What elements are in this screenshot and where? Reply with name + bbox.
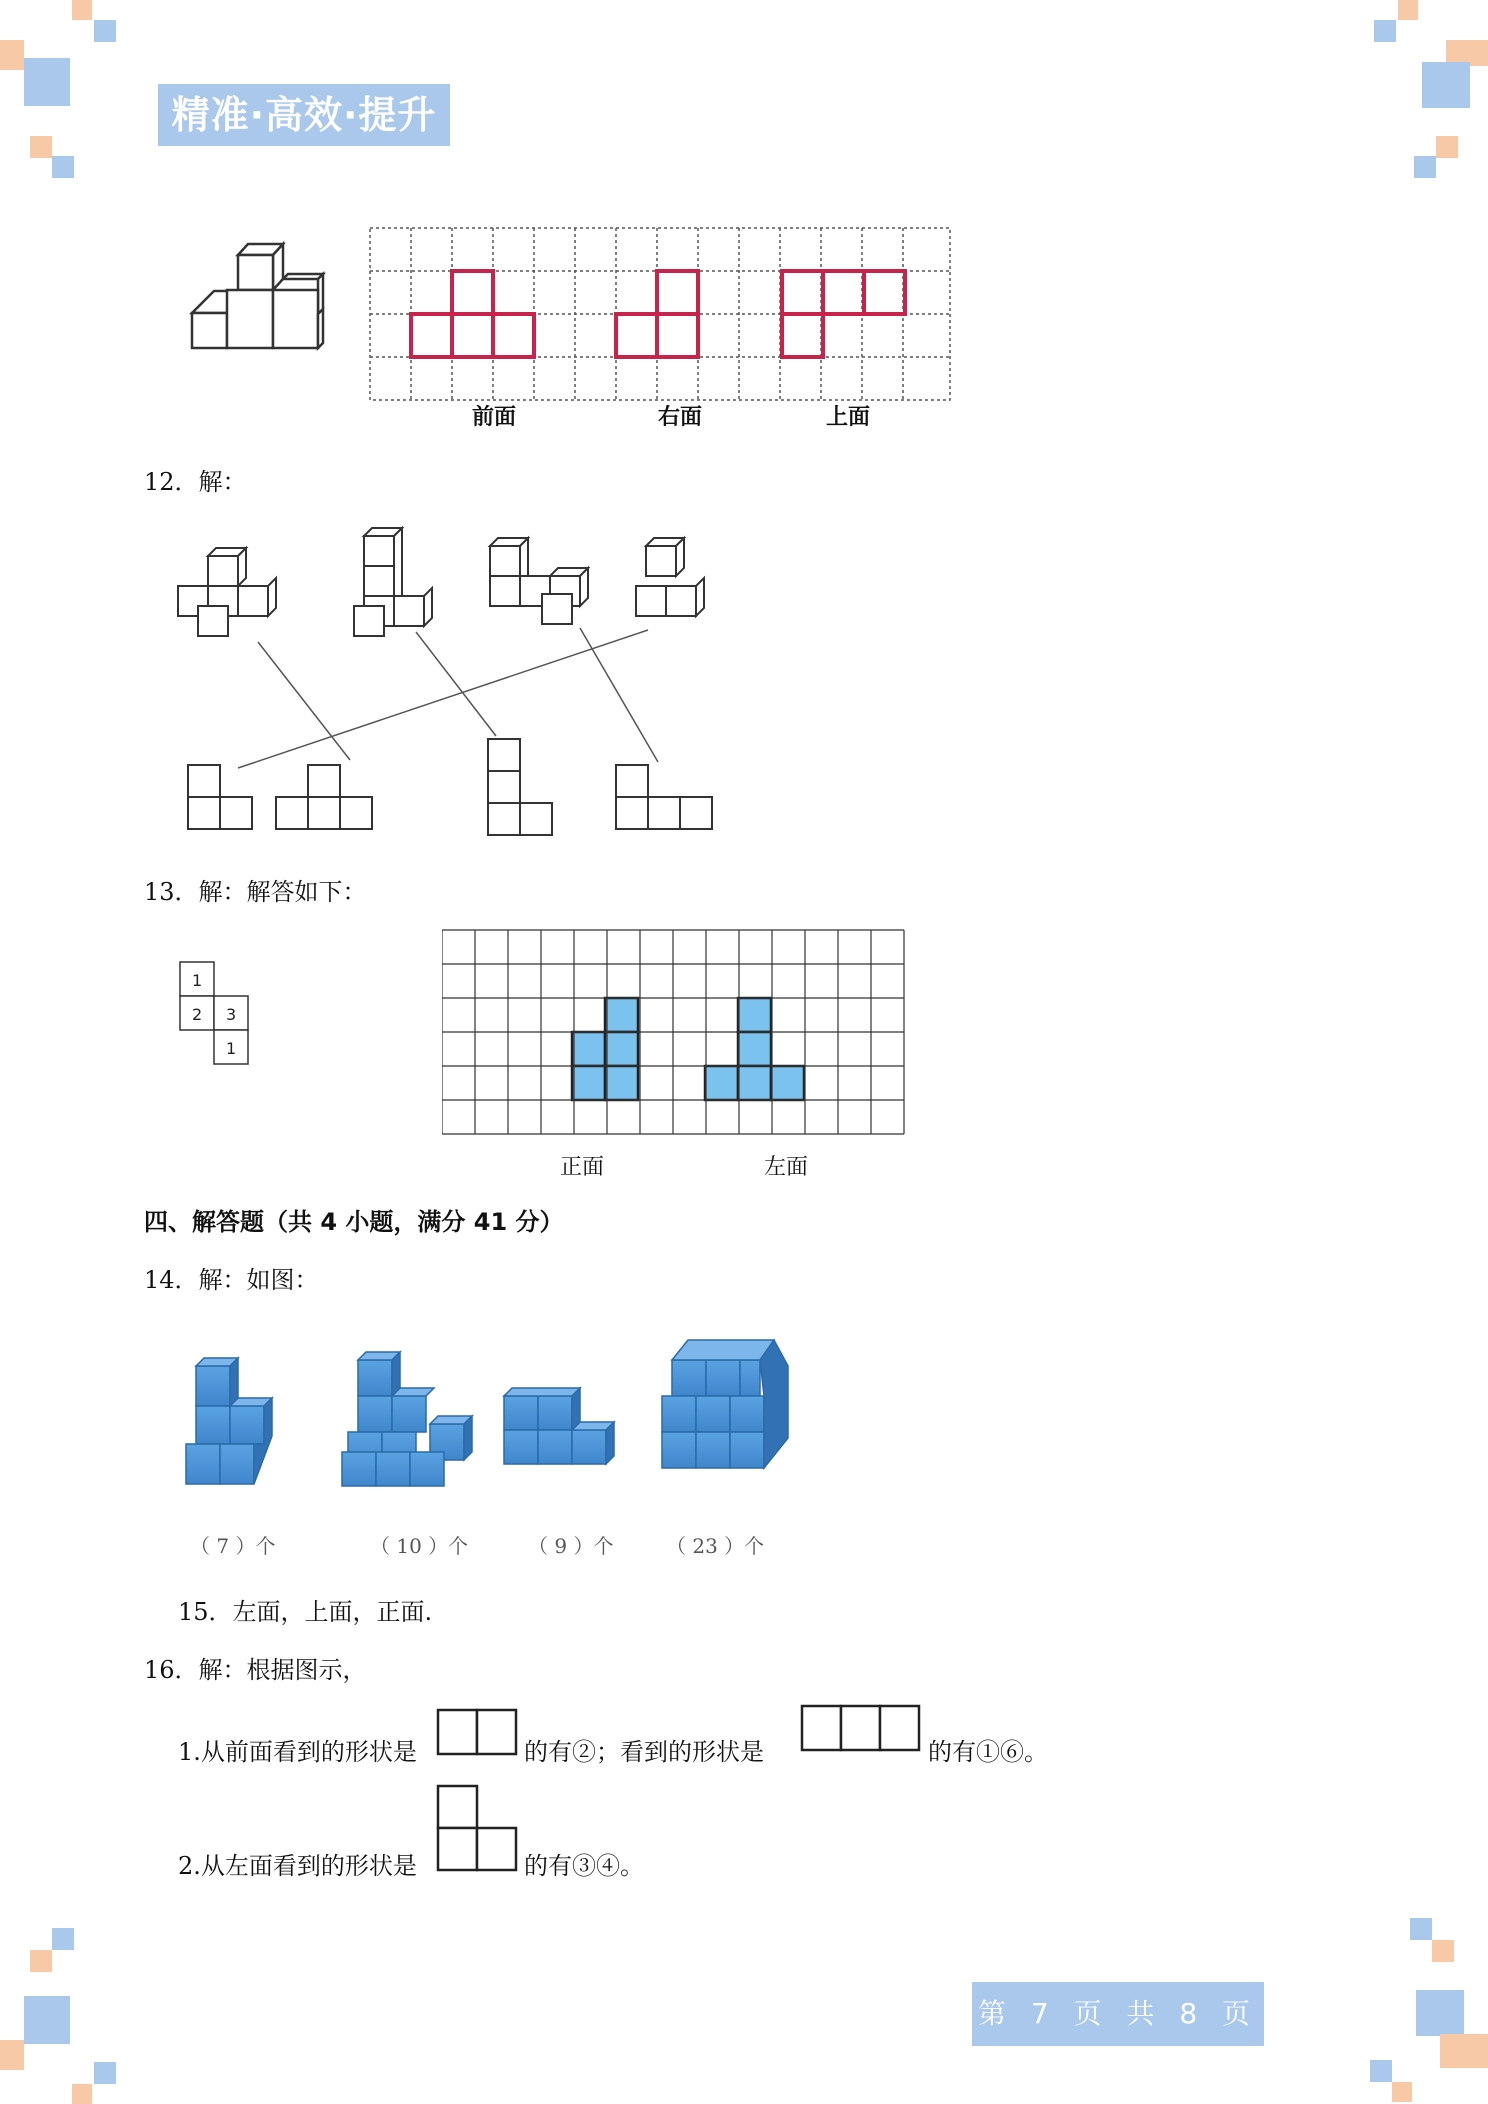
q16-line1-part2: 的有②；看到的形状是 <box>524 1738 764 1766</box>
figure-q13-top-view <box>176 960 256 1070</box>
figure-q12 <box>170 510 730 850</box>
top-view-number: 1 <box>192 971 203 990</box>
q16-line1-part3: 的有①⑥。 <box>928 1738 1048 1766</box>
q16-line2-part2: 的有③④。 <box>524 1852 644 1880</box>
view-label-front-q13: 正面 <box>560 1155 605 1180</box>
view-label-front: 前面 <box>472 405 517 430</box>
q13-label: 13．解：解答如下： <box>144 878 367 906</box>
q16-line2-part1: 2.从左面看到的形状是 <box>178 1852 417 1880</box>
q16-line1-part1: 1.从前面看到的形状是 <box>178 1738 417 1766</box>
top-view-number: 2 <box>192 1005 203 1024</box>
page-number: 第 7 页 共 8 页 <box>972 1982 1264 2046</box>
top-view-number: 3 <box>226 1005 237 1024</box>
cube-count: （ 10 ）个 <box>370 1534 469 1558</box>
q16-label: 16．解：根据图示， <box>144 1656 367 1684</box>
view-label-left-q13: 左面 <box>764 1155 809 1180</box>
q12-label: 12．解： <box>144 468 247 496</box>
shape-two-squares <box>436 1708 520 1758</box>
figure-q13-grid <box>442 924 910 1144</box>
cube-stack-drawing <box>192 244 323 348</box>
view-label-top: 上面 <box>826 405 871 430</box>
shape-l-three-squares <box>436 1784 520 1876</box>
q15-answer: 15．左面，上面，正面. <box>178 1598 433 1626</box>
section-title: 四、解答题（共 4 小题，满分 41 分） <box>144 1208 564 1236</box>
view-label-right: 右面 <box>658 405 703 430</box>
red-views <box>411 271 905 357</box>
header-banner: 精准·高效·提升 <box>158 84 450 146</box>
cube-count: （ 7 ）个 <box>190 1534 276 1558</box>
shape-three-squares <box>800 1704 924 1754</box>
figure-q14 <box>178 1320 818 1560</box>
cube-count: （ 9 ）个 <box>528 1534 614 1558</box>
top-view-number: 1 <box>226 1039 237 1058</box>
cube-count: （ 23 ）个 <box>666 1534 765 1558</box>
q14-label: 14．解：如图： <box>144 1266 319 1294</box>
